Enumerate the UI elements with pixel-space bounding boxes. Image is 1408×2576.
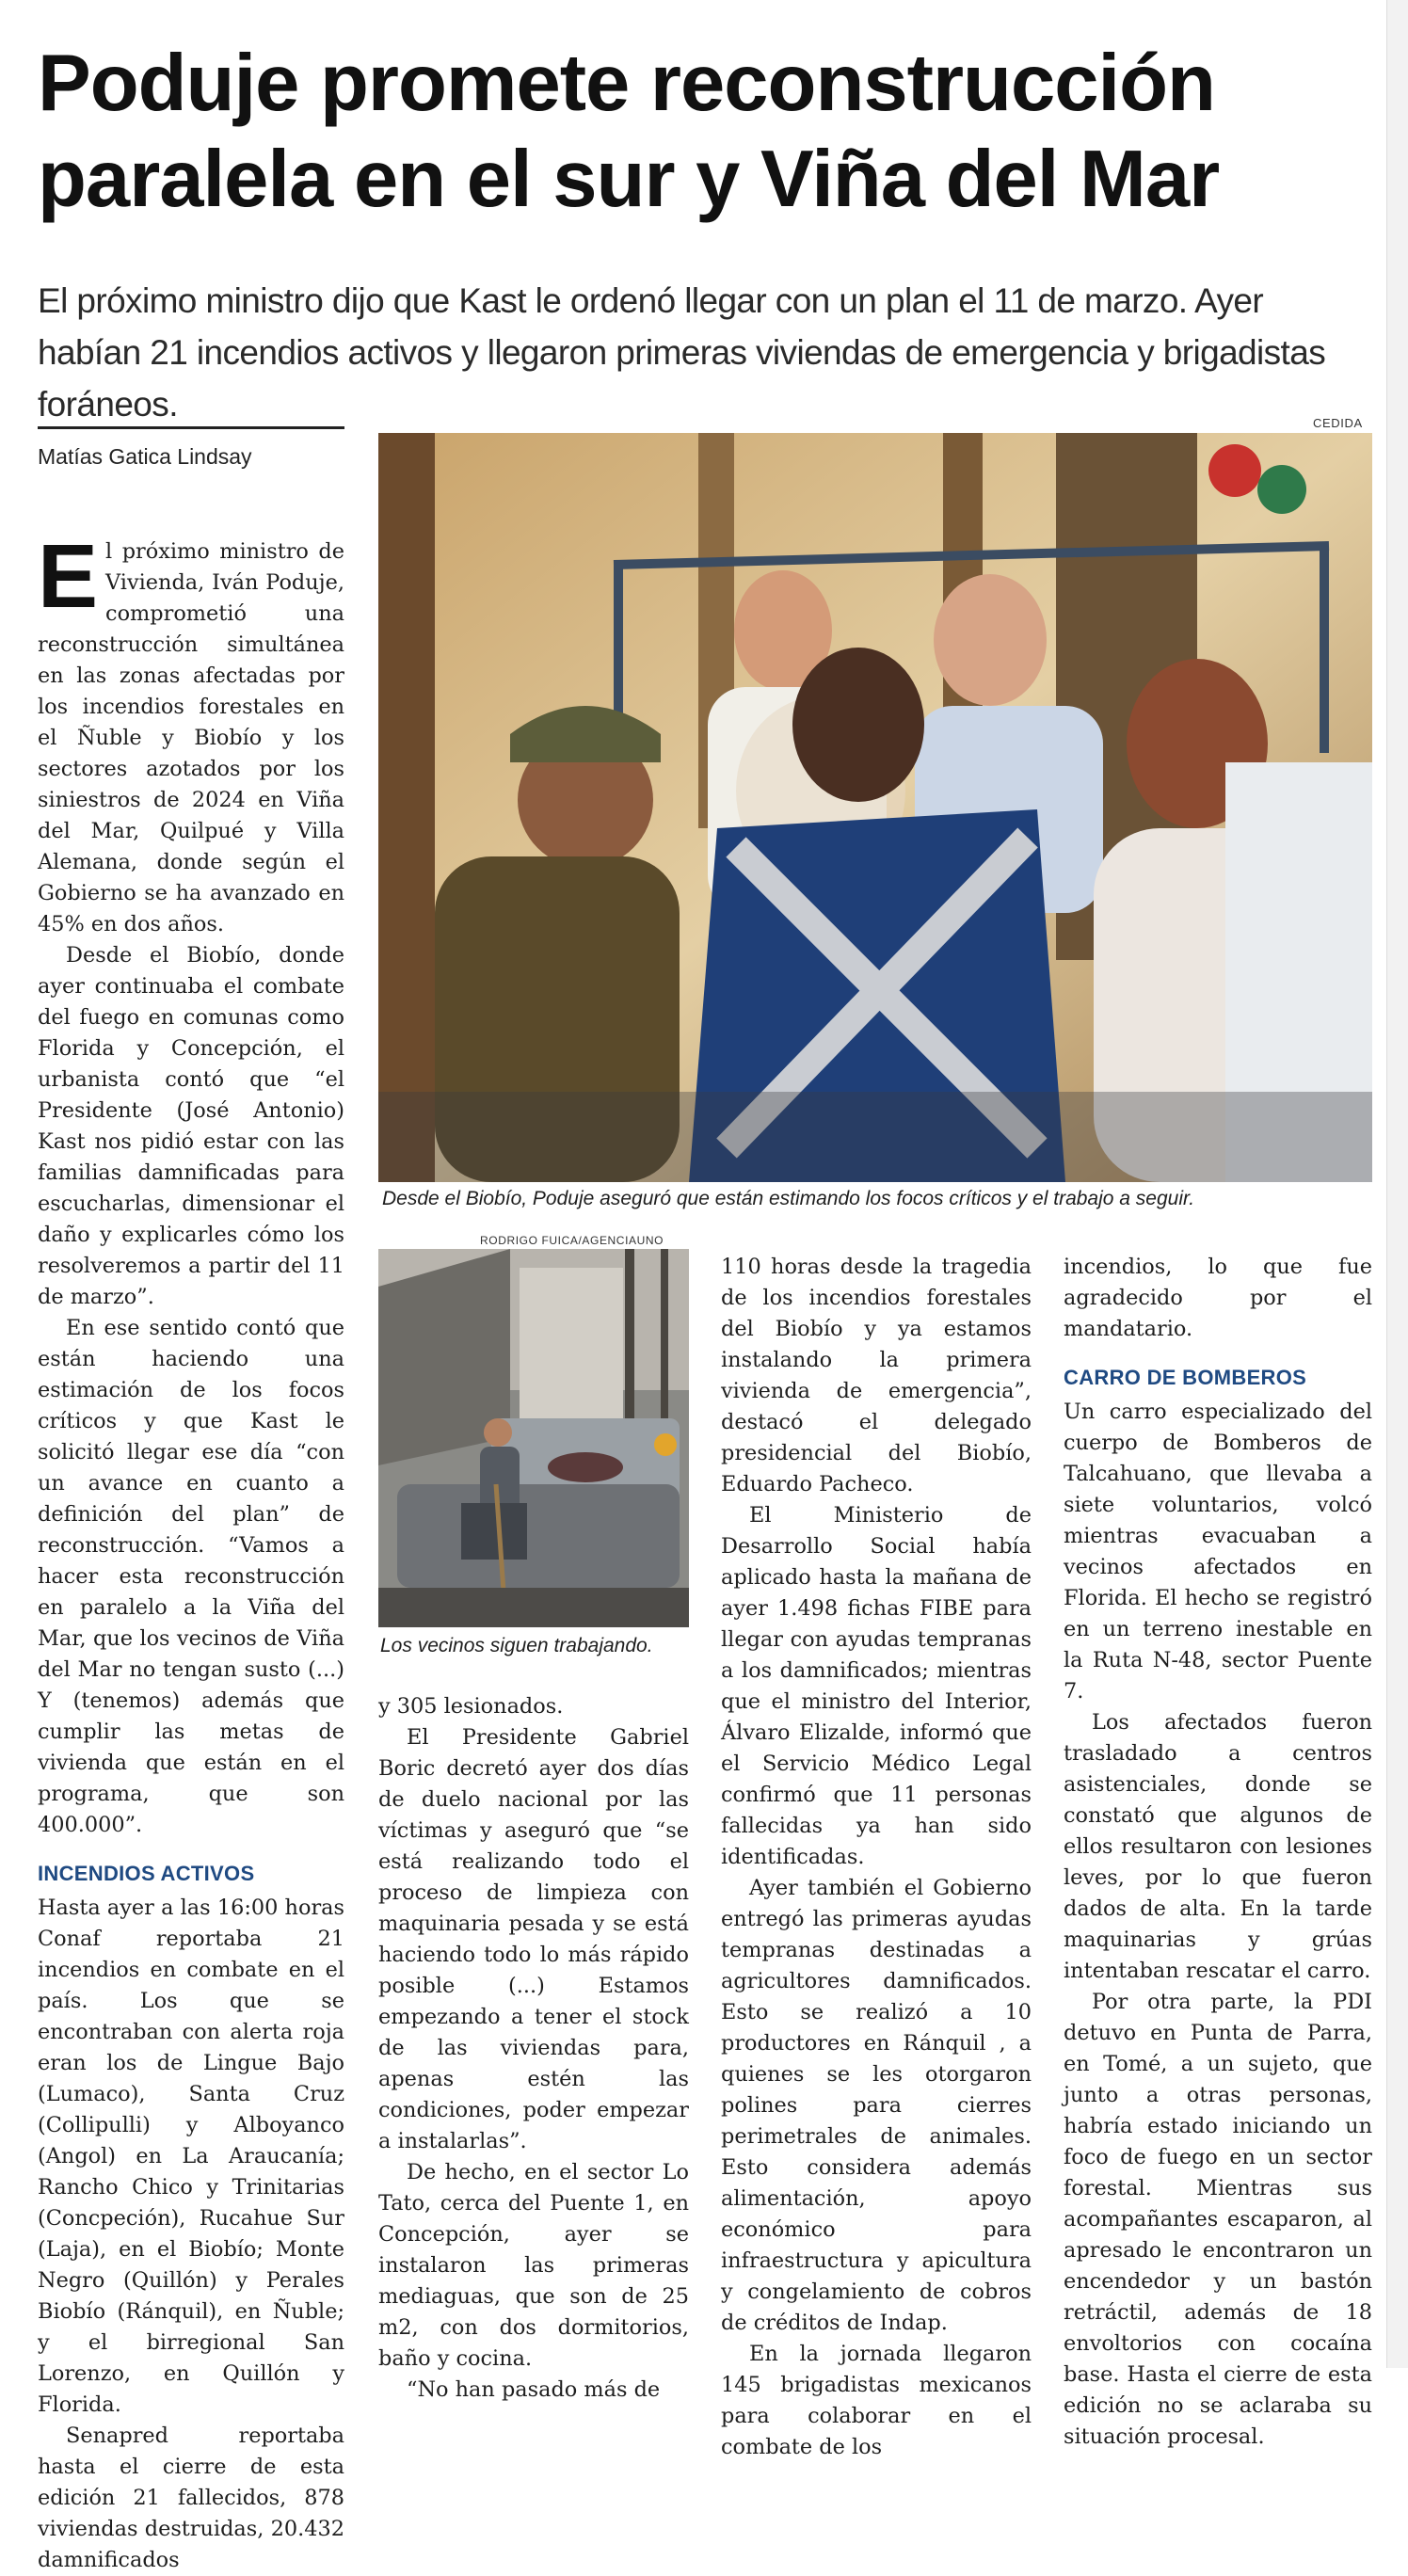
byline: Matías Gatica Lindsay <box>38 444 252 469</box>
paragraph: En ese sentido contó que están haciendo una estimación de los focos críticos y que Kast le solicitó llegar ese día “con un avance en cuanto a definición del plan” de reconstrucción. “Vamos a hacer esta reconstrucción en paralelo a la Viña del Mar, que los vecinos de Viña del Mar no tengan susto (...) Y (tenemos) además que cumplir las metas de vivienda que están en el programa, que son 400.000”. <box>38 1316 344 1837</box>
byline-rule <box>38 426 344 429</box>
body-column-1 <box>38 526 344 2576</box>
paragraph: 110 horas desde la tragedia de los incendios forestales del Biobío y ya estamos instalando la primera vivienda de emergencia”, destacó el delegado presidencial del Biobío, Eduardo Pacheco. <box>721 1255 1032 1496</box>
paragraph: Ayer también el Gobierno entregó las primeras ayudas tempranas destinadas a agricultores damnificados. Esto se realizó a 10 productores en Ránquil , a quienes se les otorgaron polines para cierres perimetrales de animales. Esto considera además alimentación, apoyo económico para infraestructura y apicultura y congelamiento de cobros de créditos de Indap. <box>721 1876 1032 2335</box>
section-subhead: CARRO DE BOMBEROS <box>1064 1366 1307 1389</box>
body-column-4 <box>1064 1252 1372 2453</box>
paragraph <box>38 526 344 940</box>
paragraph: Senapred reportaba hasta el cierre de esta edición 21 fallecidos, 878 viviendas destruidas, 20.432 damnificados <box>38 2424 344 2572</box>
body-column-3 <box>721 1252 1032 2463</box>
second-photo-credit: RODRIGO FUICA/AGENCIAUNO <box>480 1234 664 1247</box>
paragraph: Desde el Biobío, donde ayer continuaba el combate del fuego en comunas como Florida y Concepción, el urbanista contó que “el Presidente (José Antonio) Kast nos pidió estar con las familias damnificadas para escucharlas, dimensionar el daño y explicarles cómo los resolveremos a partir del 11 de marzo”. <box>38 943 344 1309</box>
paragraph: Hasta ayer a las 16:00 horas Conaf reportaba 21 incendios en combate en el país. Los que se encontraban con alerta roja eran los de Lingue Bajo (Lumaco), Santa Cruz (Collipulli) y Alboyanco (Angol) en La Araucanía; Rancho Chico y Trinitarias (Concpeción), Rucahue Sur (Laja), en el Biobío; Monte Negro (Quillón) y Perales Biobío (Ránquil), en Ñuble; y el birregional San Lorenzo, en Quillón y Florida. <box>38 1896 344 2417</box>
subheadline-dek: El próximo ministro dijo que Kast le ordenó llegar con un plan el 11 de marzo. Ayer habían 21 incendios activos y llegaron primeras viviendas de emergencia y brigadistas foráneos. <box>38 281 1326 424</box>
main-photo-caption: Desde el Biobío, Poduje aseguró que están estimando los focos críticos y el trabajo a seguir. <box>382 1188 1195 1209</box>
paragraph: Un carro especializado del cuerpo de Bomberos de Talcahuano, que llevaba a siete voluntarios, volcó mientras evacuaban a vecinos afectados en Florida. El hecho se registró en un terreno inestable en la Ruta N-48, sector Puente 7. <box>1064 1400 1372 1704</box>
paragraph: incendios, lo que fue agradecido por el mandatario. <box>1064 1255 1372 1341</box>
paragraph: De hecho, en el sector Lo Tato, cerca del Puente 1, en Concepción, ayer se instalaron las primeras mediaguas, que son de 25 m2, con dos dormitorios, baño y cocina. <box>378 2160 689 2371</box>
paragraph: En la jornada llegaron 145 brigadistas mexicanos para colaborar en el combate de los <box>721 2342 1032 2459</box>
main-photo <box>378 433 1372 1182</box>
paragraph: Por otra parte, la PDI detuvo en Punta de Parra, en Tomé, a un sujeto, que junto a otras personas, habría estado iniciando un foco de fuego en un sector forestal. Mientras sus acompañantes escaparon, al apresado le encontraron un encendedor y un bastón retráctil, además de 18 envoltorios con cocaína base. Hasta el cierre de esta edición no se aclaraba su situación procesal. <box>1064 1990 1372 2449</box>
drop-cap: E <box>38 526 99 627</box>
second-photo-illustration <box>378 1249 689 1627</box>
paragraph: “No han pasado más de <box>407 2377 661 2402</box>
main-photo-illustration <box>378 433 1372 1182</box>
paragraph: El Presidente Gabriel Boric decretó ayer dos días de duelo nacional por las víctimas y aseguró que “se está realizando todo el proceso de limpieza con maquinaria pesada y se está haciendo todo lo más rápido posible (...) Estamos empezando a tener el stock de las viviendas para, apenas estén las condiciones, poder empezar a instalarlas”. <box>378 1725 689 2153</box>
section-subhead: INCENDIOS ACTIVOS <box>38 1862 255 1885</box>
paragraph: El Ministerio de Desarrollo Social había aplicado hasta la mañana de ayer 1.498 fichas FIBE para llegar con ayudas tempranas a los damnificados; mientras que el ministro del Interior, Álvaro Elizalde, informó que el Servicio Médico Legal confirmó que 11 personas fallecidas ya han sido identificadas. <box>721 1503 1032 1869</box>
adjacent-page-edge <box>1386 0 1408 2368</box>
main-photo-credit: CEDIDA <box>1313 416 1363 430</box>
body-column-2 <box>378 1691 689 2406</box>
paragraph-text: l próximo ministro de Vivienda, Iván Poduje, comprometió una reconstrucción simultánea en las zonas afectadas por los incendios forestales en el Ñuble y Biobío y los sectores azotados por los siniestros de 2024 en Viña del Mar, Quilpué y Villa Alemana, donde según el Gobierno se ha avanzado en 45% en dos años. <box>38 539 344 936</box>
paragraph: Los afectados fueron trasladado a centros asistenciales, donde se constató que algunos de ellos resultaron con lesiones leves, por lo que fueron dados de alta. En la tarde maquinarias y grúas intentaban rescatar el carro. <box>1064 1710 1372 1983</box>
second-photo <box>378 1249 689 1627</box>
paragraph: y 305 lesionados. <box>378 1694 564 1719</box>
second-photo-caption: Los vecinos siguen trabajando. <box>380 1635 653 1656</box>
headline: Poduje promete reconstrucción paralela en el sur y Viña del Mar <box>38 39 1220 224</box>
